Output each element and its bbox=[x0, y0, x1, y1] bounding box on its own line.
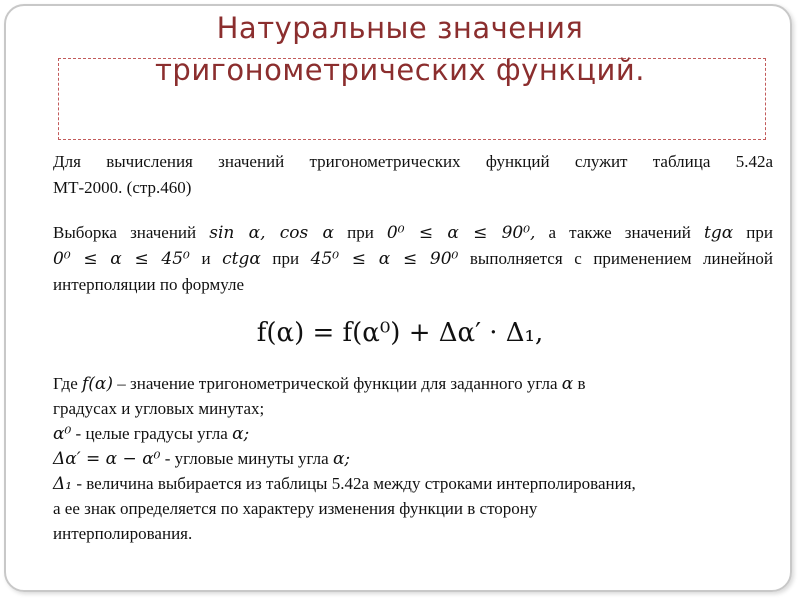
slide-title-line-1: Натуральные значения bbox=[216, 11, 584, 45]
where-line-7: интерполирования. bbox=[53, 524, 193, 543]
selection-line-1: Выборка значений sin α, cos α при 0⁰ ≤ α ≤ 90⁰, а также значений tgα при bbox=[53, 223, 773, 243]
where-line-2: градусах и угловых минутах; bbox=[53, 399, 265, 418]
where-line-4: Δα′ = α − α⁰ - угловые минуты угла α; bbox=[53, 449, 351, 469]
intro-line-2: МТ-2000. (стр.460) bbox=[53, 178, 192, 197]
where-line-1: Где f(α) – значение тригонометрической функции для заданного угла α в bbox=[53, 374, 586, 394]
where-line-3: α⁰ - целые градусы угла α; bbox=[53, 424, 250, 444]
where-line-6: а ее знак определяется по характеру изменения функции в сторону bbox=[53, 499, 538, 518]
slide-title-line-2: тригонометрических функций. bbox=[155, 53, 645, 87]
selection-line-2: 0⁰ ≤ α ≤ 45⁰ и ctgα при 45⁰ ≤ α ≤ 90⁰ выполняется с применением линейной bbox=[53, 249, 774, 269]
where-line-5: Δ₁ - величина выбирается из таблицы 5.42а между строками интерполирования, bbox=[53, 474, 636, 494]
selection-line-3: интерполяции по формуле bbox=[53, 275, 245, 294]
interpolation-formula: f(α) = f(α⁰) + Δα′ · Δ₁, bbox=[256, 318, 544, 348]
intro-line-1: Для вычисления значений тригонометрических функций служит таблица 5.42а bbox=[53, 152, 773, 171]
